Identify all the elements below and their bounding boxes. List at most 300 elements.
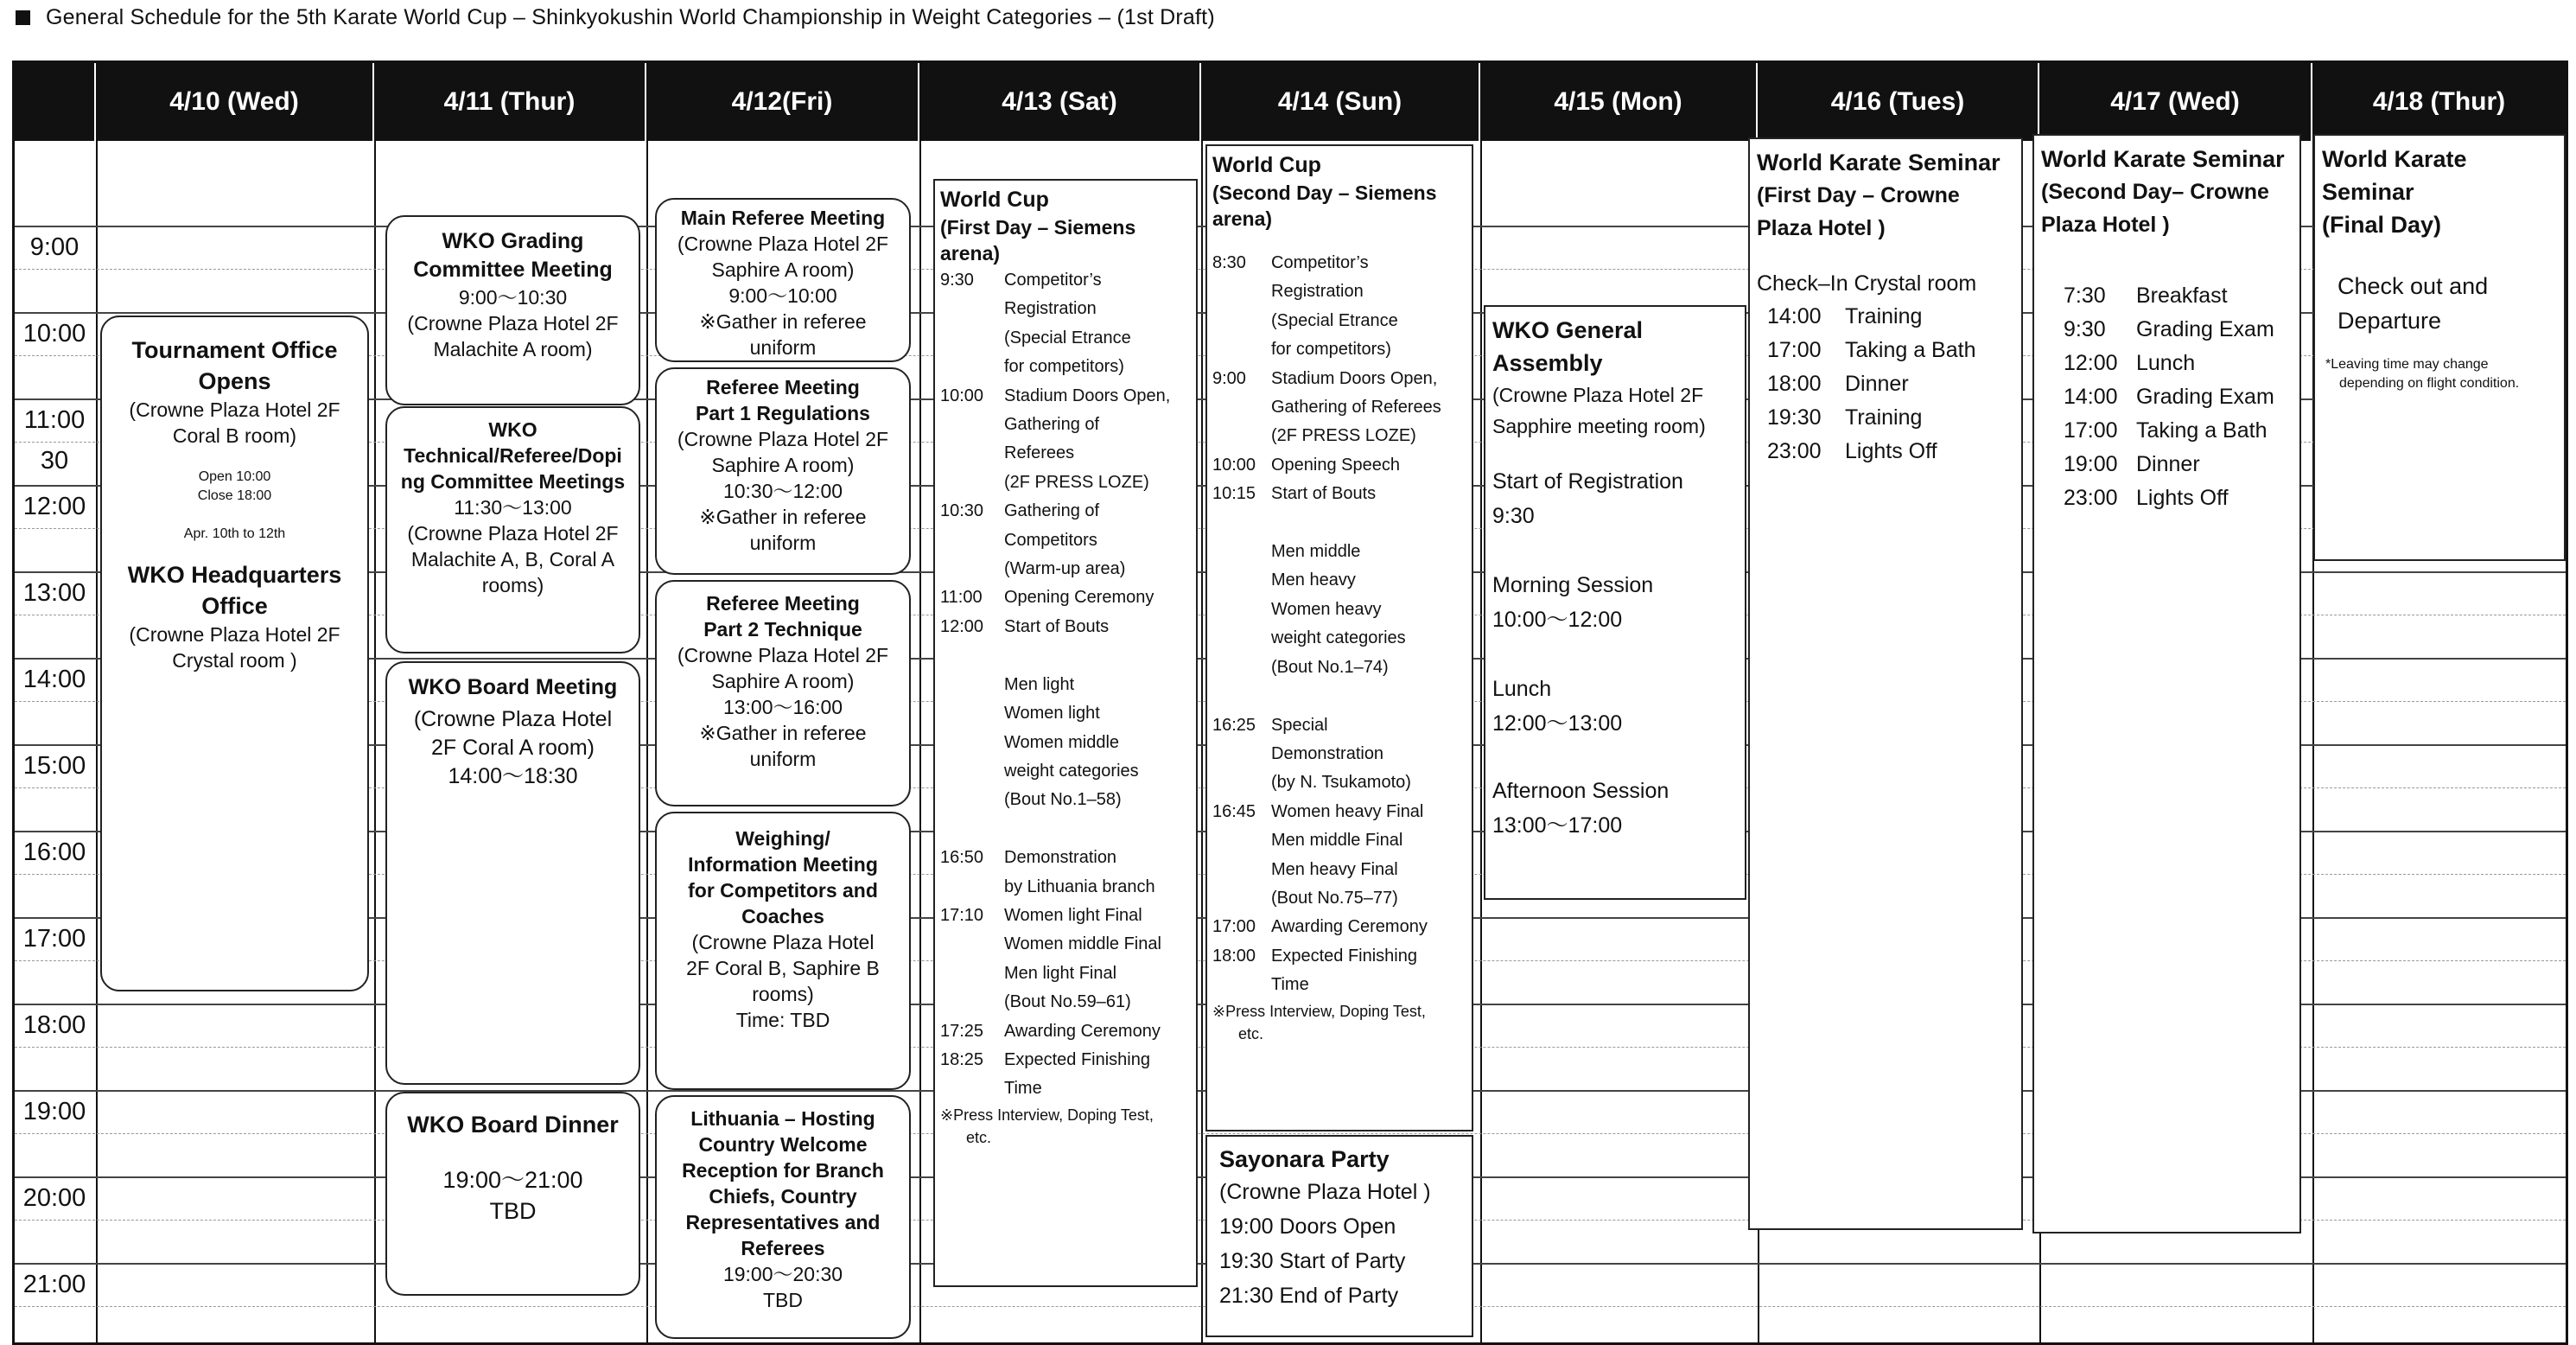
program-detail: Grading Exam <box>2136 385 2274 409</box>
program-detail: Women heavy <box>1271 599 1382 619</box>
program-row <box>1212 365 1466 393</box>
event-note: uniform <box>749 532 817 554</box>
program-time <box>1212 596 1271 624</box>
event-time: 19:30 Start of Party <box>1219 1249 1406 1273</box>
program-detail: (Special Etrance <box>1004 328 1131 347</box>
event-title: Main Referee Meeting <box>680 207 886 229</box>
program-row <box>940 411 1191 439</box>
event-title: World Karate Seminar <box>1757 150 2000 175</box>
program-row <box>1212 971 1466 999</box>
program-detail <box>1004 815 1009 844</box>
program-row <box>940 526 1191 555</box>
event-note: ※Gather in referee <box>699 310 867 333</box>
program-detail: Special <box>1271 715 1328 735</box>
program-row <box>940 1074 1191 1103</box>
event-note: TBD <box>763 1289 803 1311</box>
program-time <box>940 411 1004 439</box>
program-time <box>1212 277 1271 306</box>
day-header: 4/16 (Tues) <box>1758 63 2039 141</box>
program-detail: Demonstration <box>1004 848 1117 868</box>
event-title: Sayonara Party <box>1219 1146 1390 1172</box>
program-time <box>940 1074 1004 1103</box>
seminar-day2-event <box>2032 134 2301 1233</box>
world-cup-day2-event <box>1205 144 1473 1131</box>
event-time: 10:30〜12:00 <box>722 480 843 502</box>
event-title: WKO Headquarters <box>127 562 342 588</box>
program-row <box>1212 422 1466 450</box>
program-time <box>1212 538 1271 566</box>
program-row <box>940 902 1191 930</box>
program-row <box>940 295 1191 323</box>
world-cup-day1-event <box>933 179 1198 1287</box>
event-location: (Crowne Plaza Hotel 2F <box>129 398 340 421</box>
event-location: Malachite A room) <box>433 338 593 360</box>
program-row <box>1767 334 2014 367</box>
open-time: Open 10:00 <box>198 469 271 484</box>
close-time: Close 18:00 <box>197 488 272 503</box>
seminar-day1-event <box>1748 137 2023 1230</box>
program-time: 17:00 <box>1212 917 1256 937</box>
program-time <box>1212 422 1271 450</box>
event-note: uniform <box>749 748 817 770</box>
program-row <box>1212 740 1466 768</box>
event-location: (Crowne Plaza Hotel 2F <box>129 623 340 646</box>
program-row <box>1212 335 1466 364</box>
program-time <box>1212 653 1271 682</box>
program-time <box>940 353 1004 381</box>
program-detail: Men heavy Final <box>1271 859 1398 879</box>
program-row <box>940 873 1191 902</box>
program-row <box>940 757 1191 786</box>
program-row <box>940 583 1191 612</box>
event-title: Country Welcome <box>698 1133 868 1156</box>
event-note: depending on flight condition. <box>2339 376 2520 391</box>
program-time <box>1212 971 1271 999</box>
event-title: Referee Meeting <box>706 376 860 398</box>
program-detail: Stadium Doors Open, <box>1004 386 1171 405</box>
sayonara-party-event <box>1205 1135 1473 1337</box>
program-row <box>940 729 1191 757</box>
event-location: Sapphire meeting room) <box>1492 415 1706 437</box>
program-detail: (Bout No.1–58) <box>1004 790 1122 810</box>
program-time <box>940 526 1004 555</box>
event-title: Part 1 Regulations <box>696 402 870 424</box>
program-row <box>1212 682 1466 711</box>
event-title: Information Meeting <box>688 853 878 876</box>
event-title: WKO Board Meeting <box>408 675 618 699</box>
time-label: 30 <box>40 447 69 475</box>
time-label: 16:00 <box>22 838 86 866</box>
event-title: World Cup <box>940 188 1049 212</box>
event-title: (Final Day) <box>2322 212 2442 238</box>
program-time: 14:00 <box>2064 385 2118 409</box>
program-detail: Referees <box>1004 443 1075 463</box>
program-time: 10:15 <box>1212 484 1256 504</box>
program-row <box>940 497 1191 526</box>
program-list <box>2041 279 2293 515</box>
session-label: Lunch <box>1492 677 1552 701</box>
program-row <box>940 382 1191 411</box>
referee-part1-event <box>655 367 911 575</box>
tournament-office-event <box>100 316 369 991</box>
program-row <box>1212 277 1466 306</box>
event-title: World Cup <box>1212 153 1321 177</box>
program-detail: Women middle <box>1004 732 1120 752</box>
program-row <box>1212 711 1466 740</box>
program-row <box>2064 347 2293 380</box>
event-location: (Crowne Plaza Hotel <box>691 931 875 953</box>
program-time: 9:00 <box>1212 368 1246 388</box>
program-row <box>1212 653 1466 682</box>
program-time <box>1212 826 1271 855</box>
program-detail: Competitor’s <box>1004 271 1102 290</box>
event-title: Committee Meeting <box>413 258 613 282</box>
program-time <box>940 930 1004 959</box>
program-row <box>940 930 1191 959</box>
column-divider <box>96 141 98 1342</box>
program-time: 7:30 <box>2064 284 2106 308</box>
session-time: 13:00〜17:00 <box>1492 813 1623 838</box>
event-title: Plaza Hotel ) <box>2041 213 2170 237</box>
program-detail: (Bout No.75–77) <box>1271 888 1398 908</box>
event-title: arena) <box>1212 207 1273 230</box>
time-label: 10:00 <box>22 320 86 347</box>
program-time <box>940 469 1004 497</box>
event-title: Plaza Hotel ) <box>1757 216 1886 240</box>
event-title: Part 2 Technique <box>703 618 862 641</box>
time-label: 11:00 <box>23 406 86 434</box>
program-detail: (Bout No.59–61) <box>1004 992 1131 1012</box>
event-title: WKO Grading <box>442 229 584 253</box>
program-row <box>1767 367 2014 401</box>
program-time: 19:30 <box>1767 405 1822 430</box>
day-header: 4/15 (Mon) <box>1480 63 1758 141</box>
program-detail: Men light Final <box>1004 963 1117 983</box>
program-time <box>940 815 1004 844</box>
program-detail: by Lithuania branch <box>1004 876 1155 896</box>
program-time: 23:00 <box>2064 486 2118 510</box>
program-detail <box>1271 509 1276 538</box>
program-detail: Men middle Final <box>1271 831 1403 851</box>
program-time: 16:25 <box>1212 715 1256 735</box>
program-row <box>1212 538 1466 566</box>
event-title: WKO Board Dinner <box>407 1112 619 1138</box>
program-row <box>940 613 1191 641</box>
event-title: Reception for Branch <box>682 1159 884 1182</box>
program-detail: Taking a Bath <box>2136 418 2268 443</box>
program-time: 9:30 <box>2064 317 2106 341</box>
day-header: 4/13 (Sat) <box>919 63 1201 141</box>
header-corner <box>15 63 96 141</box>
program-detail: Start of Bouts <box>1271 484 1377 504</box>
day-header: 4/17 (Wed) <box>2039 63 2312 141</box>
program-list <box>940 266 1191 1104</box>
event-location: Saphire A room) <box>711 670 855 692</box>
program-detail: Gathering of <box>1004 501 1100 521</box>
program-detail: (Bout No.1–74) <box>1271 657 1389 677</box>
program-row <box>940 988 1191 1017</box>
time-label: 13:00 <box>22 579 86 607</box>
program-row <box>940 699 1191 728</box>
program-time <box>1212 682 1271 711</box>
program-row <box>1767 401 2014 435</box>
program-detail: (Warm-up area) <box>1004 559 1126 579</box>
grading-committee-event <box>385 215 640 405</box>
event-title: Tournament Office <box>131 337 338 363</box>
program-row <box>940 1046 1191 1074</box>
program-row <box>1212 596 1466 624</box>
program-detail: Time <box>1004 1079 1042 1099</box>
program-time <box>1212 307 1271 335</box>
seminar-final-day-event <box>2313 134 2566 561</box>
program-detail: Lights Off <box>1845 439 1937 463</box>
program-time <box>940 671 1004 699</box>
program-detail: Stadium Doors Open, <box>1271 368 1438 388</box>
program-row <box>1212 798 1466 826</box>
wko-general-assembly-event <box>1484 305 1746 900</box>
program-time <box>1212 740 1271 768</box>
program-detail: (2F PRESS LOZE) <box>1004 472 1149 492</box>
title-text: General Schedule for the 5th Karate World Cup – Shinkyokushin World Championship in Weight Categories – (1st Draft) <box>46 4 1215 29</box>
program-row <box>940 786 1191 814</box>
event-location: (Crowne Plaza Hotel 2F <box>407 522 619 545</box>
event-title: Office <box>201 593 268 619</box>
program-row <box>2064 313 2293 347</box>
program-detail: Start of Bouts <box>1004 616 1110 636</box>
program-row <box>940 324 1191 353</box>
event-location: rooms) <box>752 983 814 1005</box>
program-time: 9:30 <box>940 271 974 290</box>
program-time: 17:00 <box>2064 418 2118 443</box>
program-detail: Competitor’s <box>1271 253 1369 272</box>
program-detail: Lunch <box>2136 351 2196 375</box>
program-time: 19:00 <box>2064 452 2118 476</box>
program-detail: for competitors) <box>1271 340 1391 360</box>
checkout-text: Departure <box>2337 308 2442 334</box>
event-location: (Crowne Plaza Hotel 2F <box>1492 384 1704 406</box>
event-note: uniform <box>749 336 817 359</box>
checkout-text: Check out and <box>2337 273 2489 299</box>
event-location: 2F Coral B, Saphire B <box>686 957 880 979</box>
program-time: 12:00 <box>940 616 984 636</box>
program-detail <box>1271 682 1276 711</box>
day-header: 4/18 (Thur) <box>2312 63 2566 141</box>
weighing-meeting-event <box>655 812 911 1090</box>
program-row <box>1212 624 1466 653</box>
column-divider <box>1201 141 1203 1342</box>
event-location: rooms) <box>481 574 544 596</box>
session-label: Morning Session <box>1492 573 1654 597</box>
program-detail: Training <box>1845 304 1923 328</box>
event-title: Assembly <box>1492 350 1603 376</box>
event-location: Malachite A, B, Coral A <box>410 548 615 571</box>
event-location: Crystal room ) <box>172 649 297 672</box>
time-label: 21:00 <box>22 1271 86 1298</box>
program-detail: Competitors <box>1004 530 1097 550</box>
program-row <box>940 555 1191 583</box>
event-title: (Second Day– Crowne <box>2041 180 2269 204</box>
program-time <box>1212 768 1271 797</box>
program-detail: Opening Speech <box>1271 455 1401 475</box>
event-location: Coral B room) <box>172 424 297 447</box>
program-row <box>2064 448 2293 481</box>
program-detail: Demonstration <box>1271 743 1384 763</box>
technical-committee-event <box>385 406 640 653</box>
program-time <box>1212 624 1271 653</box>
program-row <box>2064 380 2293 414</box>
program-list <box>1757 300 2014 469</box>
session-time: 9:30 <box>1492 504 1535 528</box>
event-note: ※Gather in referee <box>699 722 867 744</box>
board-dinner-event <box>385 1092 640 1296</box>
event-title: Referees <box>741 1237 825 1259</box>
document-title <box>16 0 1215 35</box>
board-meeting-event <box>385 661 640 1085</box>
program-time: 18:25 <box>940 1049 984 1069</box>
time-label: 19:00 <box>22 1098 86 1125</box>
event-location: Saphire A room) <box>711 258 855 281</box>
session-time: 12:00〜13:00 <box>1492 711 1623 736</box>
time-label: 18:00 <box>22 1011 86 1039</box>
program-row <box>1212 307 1466 335</box>
program-time <box>940 873 1004 902</box>
program-row <box>940 641 1191 670</box>
event-note: ※Press Interview, Doping Test, <box>1212 1002 1426 1020</box>
event-location: (Crowne Plaza Hotel 2F <box>677 233 889 255</box>
event-time: 19:00〜20:30 <box>722 1263 843 1285</box>
event-location: (Crowne Plaza Hotel 2F <box>677 644 889 666</box>
program-detail: Lights Off <box>2136 486 2229 510</box>
day-header: 4/14 (Sun) <box>1201 63 1480 141</box>
program-time: 10:00 <box>1212 455 1256 475</box>
program-detail: Breakfast <box>2136 284 2228 308</box>
program-time: 23:00 <box>1767 439 1822 463</box>
time-label: 15:00 <box>22 752 86 780</box>
program-list <box>1212 249 1466 1000</box>
event-title: WKO <box>488 418 537 441</box>
event-title: (First Day – Siemens <box>940 216 1136 239</box>
event-location: Check–In Crystal room <box>1757 271 1977 296</box>
event-time: 19:00 Doors Open <box>1219 1214 1396 1239</box>
program-time: 12:00 <box>2064 351 2118 375</box>
column-divider <box>646 141 648 1342</box>
program-row <box>1212 884 1466 913</box>
program-row <box>1767 300 2014 334</box>
schedule-grid <box>12 61 2568 1345</box>
program-time: 10:00 <box>940 386 984 405</box>
event-location: (Crowne Plaza Hotel 2F <box>407 312 619 335</box>
program-time: 18:00 <box>1212 946 1256 966</box>
program-row <box>1212 856 1466 884</box>
welcome-reception-event <box>655 1095 911 1339</box>
program-detail: Expected Finishing <box>1271 946 1417 966</box>
event-title: Representatives and <box>685 1211 881 1233</box>
event-note: ※Press Interview, Doping Test, <box>940 1106 1154 1124</box>
program-row <box>1212 826 1466 855</box>
program-detail: Dinner <box>2136 452 2200 476</box>
program-time <box>940 988 1004 1017</box>
program-row <box>2064 279 2293 313</box>
program-row <box>1212 768 1466 797</box>
column-divider <box>1480 141 1482 1342</box>
event-note: TBD <box>489 1198 537 1224</box>
program-detail: Taking a Bath <box>1845 338 1976 362</box>
time-label: 20:00 <box>22 1184 86 1212</box>
event-note: ※Gather in referee <box>699 506 867 528</box>
main-referee-meeting-event <box>655 198 911 362</box>
event-time: Time: TBD <box>735 1009 830 1031</box>
event-note: etc. <box>1238 1024 1264 1042</box>
event-location: (Crowne Plaza Hotel ) <box>1219 1180 1431 1204</box>
time-label: 14:00 <box>22 666 86 693</box>
event-note: etc. <box>966 1128 992 1146</box>
event-note: *Leaving time may change <box>2325 357 2489 372</box>
program-time: 14:00 <box>1767 304 1822 328</box>
program-detail: (Special Etrance <box>1271 310 1398 330</box>
event-title: Chiefs, Country <box>709 1185 857 1208</box>
program-time: 8:30 <box>1212 253 1246 272</box>
program-row <box>1212 913 1466 941</box>
program-detail: (by N. Tsukamoto) <box>1271 773 1411 793</box>
event-title: for Competitors and <box>688 879 878 902</box>
program-row <box>940 959 1191 988</box>
session-time: 10:00〜12:00 <box>1492 608 1623 632</box>
event-time: 11:30〜13:00 <box>454 496 572 519</box>
program-time <box>1212 856 1271 884</box>
program-row <box>1212 566 1466 595</box>
event-location: (Crowne Plaza Hotel 2F <box>677 428 889 450</box>
program-time <box>1212 335 1271 364</box>
program-detail: Dinner <box>1845 372 1909 396</box>
program-detail: Time <box>1271 975 1309 995</box>
program-time <box>1212 509 1271 538</box>
program-row <box>940 671 1191 699</box>
event-title: Coaches <box>741 905 824 927</box>
event-location: Saphire A room) <box>711 454 855 476</box>
program-time <box>940 786 1004 814</box>
event-time: 21:30 End of Party <box>1219 1284 1399 1308</box>
day-header: 4/11 (Thur) <box>374 63 646 141</box>
event-title: (First Day – Crowne <box>1757 183 1960 207</box>
program-row <box>2064 414 2293 448</box>
event-title: Referee Meeting <box>706 592 860 615</box>
program-time <box>940 699 1004 728</box>
program-time: 17:00 <box>1767 338 1822 362</box>
program-detail: weight categories <box>1271 628 1406 648</box>
day-header: 4/10 (Wed) <box>96 63 374 141</box>
date-range: Apr. 10th to 12th <box>183 526 286 541</box>
program-time: 10:30 <box>940 501 984 521</box>
event-title: Lithuania – Hosting <box>690 1107 875 1130</box>
event-time: 9:00〜10:00 <box>728 284 837 307</box>
program-detail: Men heavy <box>1271 571 1356 590</box>
program-time: 17:10 <box>940 905 984 925</box>
black-square-icon <box>16 10 30 25</box>
program-row <box>940 266 1191 295</box>
event-title: arena) <box>940 242 1001 265</box>
event-time: 13:00〜16:00 <box>722 696 843 718</box>
program-detail: Awarding Ceremony <box>1004 1021 1161 1041</box>
program-time <box>940 295 1004 323</box>
program-time <box>940 324 1004 353</box>
program-time: 16:50 <box>940 848 984 868</box>
program-detail: Gathering of <box>1004 415 1100 435</box>
session-label: Afternoon Session <box>1492 779 1670 803</box>
program-time: 16:45 <box>1212 801 1256 821</box>
event-location: 2F Coral A room) <box>431 736 595 760</box>
program-time: 11:00 <box>940 588 983 608</box>
event-time: 9:00〜10:30 <box>458 286 568 309</box>
